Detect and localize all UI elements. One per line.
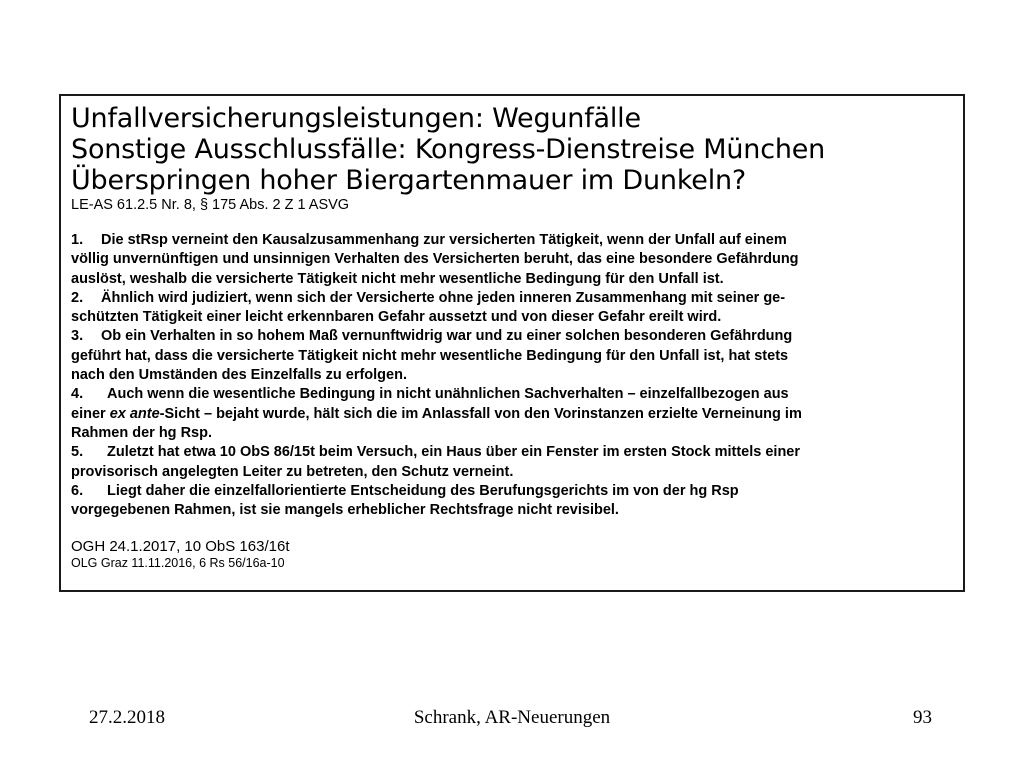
citation-main: OGH 24.1.2017, 10 ObS 163/16t: [71, 538, 290, 556]
point-4: [71, 385, 953, 443]
point-text: Zuletzt hat etwa 10 ObS 86/15t beim Versuch, ein Haus über ein Fenster im ersten Stock mittels einer: [107, 444, 801, 461]
point-3-line-3: nach den Umständen des Einzelfalls zu erfolgen.: [71, 367, 407, 384]
point-6: [71, 482, 953, 521]
footer-author: Schrank, AR-Neuerungen: [413, 707, 611, 728]
point-1: [71, 231, 953, 289]
point-number: 2.: [71, 289, 84, 306]
point-4-line-2: [71, 405, 953, 424]
point-5: [71, 443, 953, 482]
point-number: 6.: [71, 482, 84, 499]
point-number: 4.: [71, 386, 84, 403]
point-5-line-2: provisorisch angelegten Leiter zu betreten, den Schutz verneint.: [71, 463, 514, 480]
legal-reference: LE-AS 61.2.5 Nr. 8, § 175 Abs. 2 Z 1 ASVG: [71, 197, 350, 213]
point-4-line-3: Rahmen der hg Rsp.: [71, 424, 212, 441]
point-2: [71, 289, 953, 328]
point-text: Ähnlich wird judiziert, wenn sich der Versicherte ohne jeden inneren Zusammenhang mit seiner ge-: [101, 289, 786, 306]
point-1-line-1: [71, 231, 953, 250]
point-1-line-3: auslöst, weshalb die versicherte Tätigkeit nicht mehr wesentliche Bedingung für den Unfall ist.: [71, 270, 724, 287]
point-text: Liegt daher die einzelfallorientierte Entscheidung des Berufungsgerichts im von der hg Rsp: [107, 482, 739, 499]
citation-sub: OLG Graz 11.11.2016, 6 Rs 56/16a-10: [71, 556, 285, 571]
point-number: 3.: [71, 328, 84, 345]
point-2-line-2: schützten Tätigkeit einer leicht erkennbaren Gefahr aussetzt und von dieser Gefahr ereilt wird.: [71, 309, 722, 326]
point-text-post: -Sicht – bejaht wurde, hält sich die im Anlassfall von den Vorinstanzen erzielte Verneinung im: [159, 405, 802, 422]
content-box: [59, 94, 965, 592]
point-1-line-2: völlig unvernünftigen und unsinnigen Verhalten des Versicherten beruht, das eine besondere Gefährdung: [71, 251, 799, 268]
title-line-2: Sonstige Ausschlussfälle: Kongress-Dienstreise München: [71, 134, 826, 165]
spacer: [71, 214, 953, 231]
point-text: Ob ein Verhalten in so hohem Maß vernunftwidrig war und zu einer solchen besonderen Gefährdung: [101, 328, 793, 345]
point-text: Auch wenn die wesentliche Bedingung in nicht unähnlichen Sachverhalten – einzelfallbezogen aus: [107, 386, 789, 403]
point-4-line-1: [71, 385, 953, 404]
footer-date: 27.2.2018: [89, 707, 165, 728]
point-text-italic: ex ante: [109, 405, 160, 422]
title-line-1: Unfallversicherungsleistungen: Wegunfälle: [71, 103, 641, 134]
point-text-pre: einer: [71, 405, 110, 422]
point-3-line-2: geführt hat, dass die versicherte Tätigkeit nicht mehr wesentliche Bedingung für den Unfall ist, hat stets: [71, 347, 789, 364]
point-text: Die stRsp verneint den Kausalzusammenhang zur versicherten Tätigkeit, wenn der Unfall auf einem: [101, 232, 787, 248]
point-6-line-2: vorgegebenen Rahmen, ist sie mangels erheblicher Rechtsfrage nicht revisibel.: [71, 502, 619, 519]
point-6-line-1: [71, 482, 953, 501]
point-5-line-1: [71, 443, 953, 462]
point-number: 1.: [71, 232, 84, 248]
point-3-line-1: [71, 327, 953, 346]
point-number: 5.: [71, 444, 84, 461]
points-list: [71, 231, 953, 520]
point-2-line-1: [71, 289, 953, 308]
title-line-3: Überspringen hoher Biergartenmauer im Dunkeln?: [71, 165, 747, 196]
footer-page-number: 93: [913, 707, 932, 728]
point-3: [71, 327, 953, 385]
